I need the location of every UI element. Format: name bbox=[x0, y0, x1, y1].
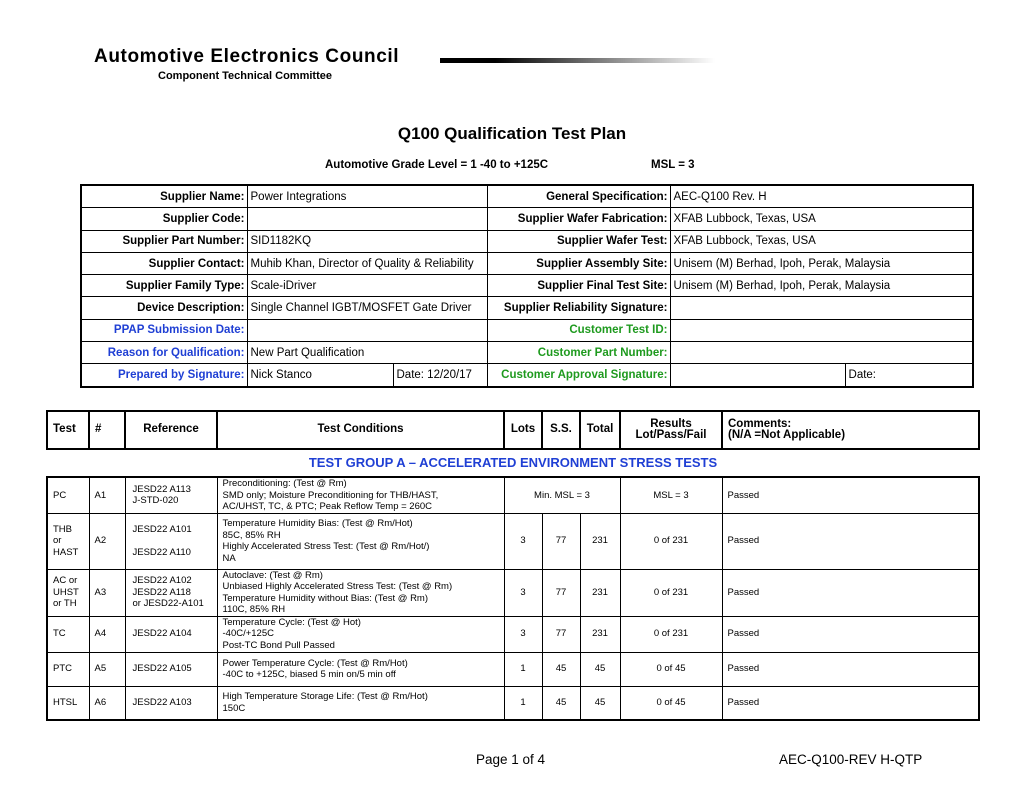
test-number: A1 bbox=[89, 477, 125, 513]
lots: 3 bbox=[504, 616, 542, 652]
test-conditions bbox=[217, 513, 504, 569]
test-group-title: TEST GROUP A – ACCELERATED ENVIRONMENT STRESS TESTS bbox=[308, 455, 718, 470]
comment: Passed bbox=[722, 569, 979, 616]
info-value: XFAB Lubbock, Texas, USA bbox=[670, 208, 973, 230]
test-reference bbox=[125, 513, 217, 569]
info-value: AEC-Q100 Rev. H bbox=[670, 185, 973, 208]
condition-line: 85C, 85% RH bbox=[222, 529, 281, 541]
sample-size: 45 bbox=[542, 652, 580, 686]
total: 231 bbox=[580, 513, 620, 569]
test-reference bbox=[125, 652, 217, 686]
committee-subtitle: Component Technical Committee bbox=[158, 70, 332, 82]
table-row bbox=[47, 652, 979, 686]
test-conditions bbox=[217, 616, 504, 652]
page-title: Q100 Qualification Test Plan bbox=[397, 124, 627, 143]
condition-line: Post-TC Bond Pull Passed bbox=[222, 639, 335, 651]
test-number: A5 bbox=[89, 652, 125, 686]
info-value: Unisem (M) Berhad, Ipoh, Perak, Malaysia bbox=[670, 252, 973, 274]
test-reference bbox=[125, 616, 217, 652]
info-value: Scale-iDriver bbox=[247, 275, 487, 297]
info-value: SID1182KQ bbox=[247, 230, 487, 252]
info-label: Supplier Reliability Signature: bbox=[487, 297, 670, 319]
condition-line: Highly Accelerated Stress Test: (Test @ Rm/Hot/) bbox=[222, 541, 430, 552]
info-label: PPAP Submission Date: bbox=[81, 319, 247, 341]
info-value: Power Integrations bbox=[247, 185, 487, 208]
table-row bbox=[47, 477, 979, 513]
info-label: Customer Approval Signature: bbox=[487, 364, 670, 387]
info-value: Muhib Khan, Director of Quality & Reliability bbox=[247, 252, 487, 274]
reference-line: or JESD22-A101 bbox=[132, 598, 204, 610]
header-reference: Reference bbox=[125, 411, 217, 449]
results: 0 of 231 bbox=[620, 513, 722, 569]
test-conditions bbox=[217, 652, 504, 686]
test-number: A2 bbox=[89, 513, 125, 569]
reference-line: J-STD-020 bbox=[132, 495, 179, 507]
test-name bbox=[47, 616, 89, 652]
grade-level: Automotive Grade Level = 1 -40 to +125C bbox=[325, 159, 549, 171]
info-row bbox=[81, 364, 973, 387]
info-label: Supplier Part Number: bbox=[81, 230, 247, 252]
header-results-line2: Lot/Pass/Fail bbox=[635, 429, 707, 441]
test-name-line: PTC bbox=[53, 663, 72, 675]
test-name bbox=[47, 513, 89, 569]
info-label: General Specification: bbox=[487, 185, 670, 208]
info-label: Supplier Contact: bbox=[81, 252, 247, 274]
test-reference bbox=[125, 569, 217, 616]
info-label: Device Description: bbox=[81, 297, 247, 319]
info-row bbox=[81, 275, 973, 297]
header-test: Test bbox=[47, 411, 89, 449]
condition-line: 110C, 85% RH bbox=[222, 604, 286, 615]
info-label: Supplier Name: bbox=[81, 185, 247, 208]
lots: 1 bbox=[504, 652, 542, 686]
lots: 1 bbox=[504, 686, 542, 720]
info-label: Supplier Wafer Fabrication: bbox=[487, 208, 670, 230]
condition-line: NA bbox=[222, 552, 236, 564]
info-row bbox=[81, 208, 973, 230]
lots-ss-total-merged: Min. MSL = 3 bbox=[504, 477, 620, 513]
comment: Passed bbox=[722, 513, 979, 569]
condition-line: Temperature Cycle: (Test @ Hot) bbox=[222, 616, 361, 628]
info-label: Customer Test ID: bbox=[487, 319, 670, 341]
msl-level: MSL = 3 bbox=[651, 159, 695, 171]
info-label: Customer Part Number: bbox=[487, 342, 670, 364]
test-reference bbox=[125, 686, 217, 720]
test-reference bbox=[125, 477, 217, 513]
total: 45 bbox=[580, 652, 620, 686]
condition-line: Autoclave: (Test @ Rm) bbox=[222, 569, 323, 581]
info-label: Prepared by Signature: bbox=[81, 364, 247, 387]
test-conditions bbox=[217, 477, 504, 513]
info-label: Supplier Assembly Site: bbox=[487, 252, 670, 274]
results: 0 of 45 bbox=[620, 686, 722, 720]
test-table-header bbox=[47, 411, 979, 449]
info-value bbox=[247, 208, 487, 230]
test-conditions bbox=[217, 686, 504, 720]
info-value bbox=[670, 319, 973, 341]
comment: Passed bbox=[722, 477, 979, 513]
lots: 3 bbox=[504, 569, 542, 616]
header-comments bbox=[722, 411, 979, 449]
condition-line: -40C/+125C bbox=[222, 628, 274, 640]
test-name-line: AC or bbox=[53, 575, 78, 587]
results: 0 of 231 bbox=[620, 569, 722, 616]
info-date: Date: 12/20/17 bbox=[393, 364, 487, 387]
info-label: Supplier Family Type: bbox=[81, 275, 247, 297]
condition-line: Temperature Humidity Bias: (Test @ Rm/Hot) bbox=[222, 518, 413, 529]
header-test-conditions: Test Conditions bbox=[217, 411, 504, 449]
reference-line: JESD22 A101 bbox=[132, 523, 192, 535]
test-name-line: UHST bbox=[53, 586, 79, 598]
total: 231 bbox=[580, 616, 620, 652]
info-row bbox=[81, 252, 973, 274]
reference-line: JESD22 A105 bbox=[132, 663, 192, 675]
condition-line: 150C bbox=[222, 702, 246, 714]
supplier-info-table bbox=[80, 184, 974, 388]
results: 0 of 231 bbox=[620, 616, 722, 652]
condition-line: Power Temperature Cycle: (Test @ Rm/Hot) bbox=[222, 657, 408, 669]
total: 45 bbox=[580, 686, 620, 720]
reference-line: JESD22 A103 bbox=[132, 697, 192, 708]
info-row bbox=[81, 230, 973, 252]
info-value bbox=[670, 297, 973, 319]
test-conditions bbox=[217, 569, 504, 616]
test-name-line: HAST bbox=[53, 546, 79, 558]
test-name-line: PC bbox=[53, 489, 67, 501]
org-title: Automotive Electronics Council bbox=[94, 46, 400, 67]
reference-line: JESD22 A104 bbox=[132, 628, 192, 640]
sample-size: 45 bbox=[542, 686, 580, 720]
table-row bbox=[47, 616, 979, 652]
info-label: Supplier Final Test Site: bbox=[487, 275, 670, 297]
table-row bbox=[47, 569, 979, 616]
header-comments-line1: Comments: bbox=[728, 417, 792, 430]
header-number: # bbox=[89, 411, 125, 449]
reference-line: JESD22 A113 bbox=[132, 483, 191, 495]
comment: Passed bbox=[722, 652, 979, 686]
test-number: A4 bbox=[89, 616, 125, 652]
test-name-line: THB bbox=[53, 523, 72, 535]
condition-line: Temperature Humidity without Bias: (Test @ Rm) bbox=[222, 592, 429, 604]
condition-line: -40C to +125C, biased 5 min on/5 min off bbox=[222, 669, 396, 680]
sample-size: 77 bbox=[542, 513, 580, 569]
test-plan-table bbox=[46, 410, 980, 721]
info-value: XFAB Lubbock, Texas, USA bbox=[670, 230, 973, 252]
info-value: New Part Qualification bbox=[247, 342, 487, 364]
condition-line: Unbiased Highly Accelerated Stress Test: (Test @ Rm) bbox=[222, 581, 453, 592]
header-lots: Lots bbox=[504, 411, 542, 449]
test-number: A6 bbox=[89, 686, 125, 720]
info-value bbox=[247, 319, 487, 341]
info-label: Supplier Wafer Test: bbox=[487, 230, 670, 252]
info-date: Date: bbox=[845, 364, 973, 387]
test-name-line: or bbox=[53, 535, 62, 547]
test-number: A3 bbox=[89, 569, 125, 616]
header-results-line1: Results bbox=[650, 417, 692, 430]
info-label: Reason for Qualification: bbox=[81, 342, 247, 364]
table-row bbox=[47, 686, 979, 720]
document-id: AEC-Q100-REV H-QTP bbox=[779, 752, 923, 767]
header-sample-size: S.S. bbox=[542, 411, 580, 449]
info-value: Nick Stanco bbox=[247, 364, 393, 387]
results: MSL = 3 bbox=[620, 477, 722, 513]
header-comments-line2: (N/A =Not Applicable) bbox=[728, 429, 846, 441]
reference-line bbox=[133, 535, 212, 547]
test-name bbox=[47, 477, 89, 513]
reference-line: JESD22 A110 bbox=[132, 546, 191, 558]
reference-line: JESD22 A118 bbox=[132, 586, 191, 598]
test-name bbox=[47, 652, 89, 686]
info-row bbox=[81, 185, 973, 208]
info-row bbox=[81, 297, 973, 319]
sample-size: 77 bbox=[542, 616, 580, 652]
group-title-row bbox=[47, 449, 979, 477]
info-value bbox=[670, 364, 845, 387]
test-name-line: or TH bbox=[53, 598, 77, 610]
results: 0 of 45 bbox=[620, 652, 722, 686]
test-name bbox=[47, 686, 89, 720]
info-value: Single Channel IGBT/MOSFET Gate Driver bbox=[247, 297, 487, 319]
header-results bbox=[620, 411, 722, 449]
table-row bbox=[47, 513, 979, 569]
header-total: Total bbox=[580, 411, 620, 449]
condition-line: AC/UHST, TC, & PTC; Peak Reflow Temp = 260C bbox=[222, 501, 433, 512]
test-name-line: TC bbox=[53, 628, 66, 640]
info-row bbox=[81, 319, 973, 341]
sample-size: 77 bbox=[542, 569, 580, 616]
info-value: Unisem (M) Berhad, Ipoh, Perak, Malaysia bbox=[670, 275, 973, 297]
reference-line: JESD22 A102 bbox=[132, 575, 192, 587]
condition-line: SMD only; Moisture Preconditioning for THB/HAST, bbox=[222, 489, 439, 501]
test-name bbox=[47, 569, 89, 616]
info-row bbox=[81, 342, 973, 364]
test-name-line: HTSL bbox=[53, 697, 78, 708]
header-gradient-bar bbox=[440, 58, 715, 63]
total: 231 bbox=[580, 569, 620, 616]
page-number: Page 1 of 4 bbox=[476, 752, 546, 767]
comment: Passed bbox=[722, 616, 979, 652]
lots: 3 bbox=[504, 513, 542, 569]
info-value bbox=[670, 342, 973, 364]
condition-line: High Temperature Storage Life: (Test @ Rm/Hot) bbox=[222, 691, 428, 703]
info-label: Supplier Code: bbox=[81, 208, 247, 230]
comment: Passed bbox=[722, 686, 979, 720]
condition-line: Preconditioning: (Test @ Rm) bbox=[222, 478, 347, 489]
